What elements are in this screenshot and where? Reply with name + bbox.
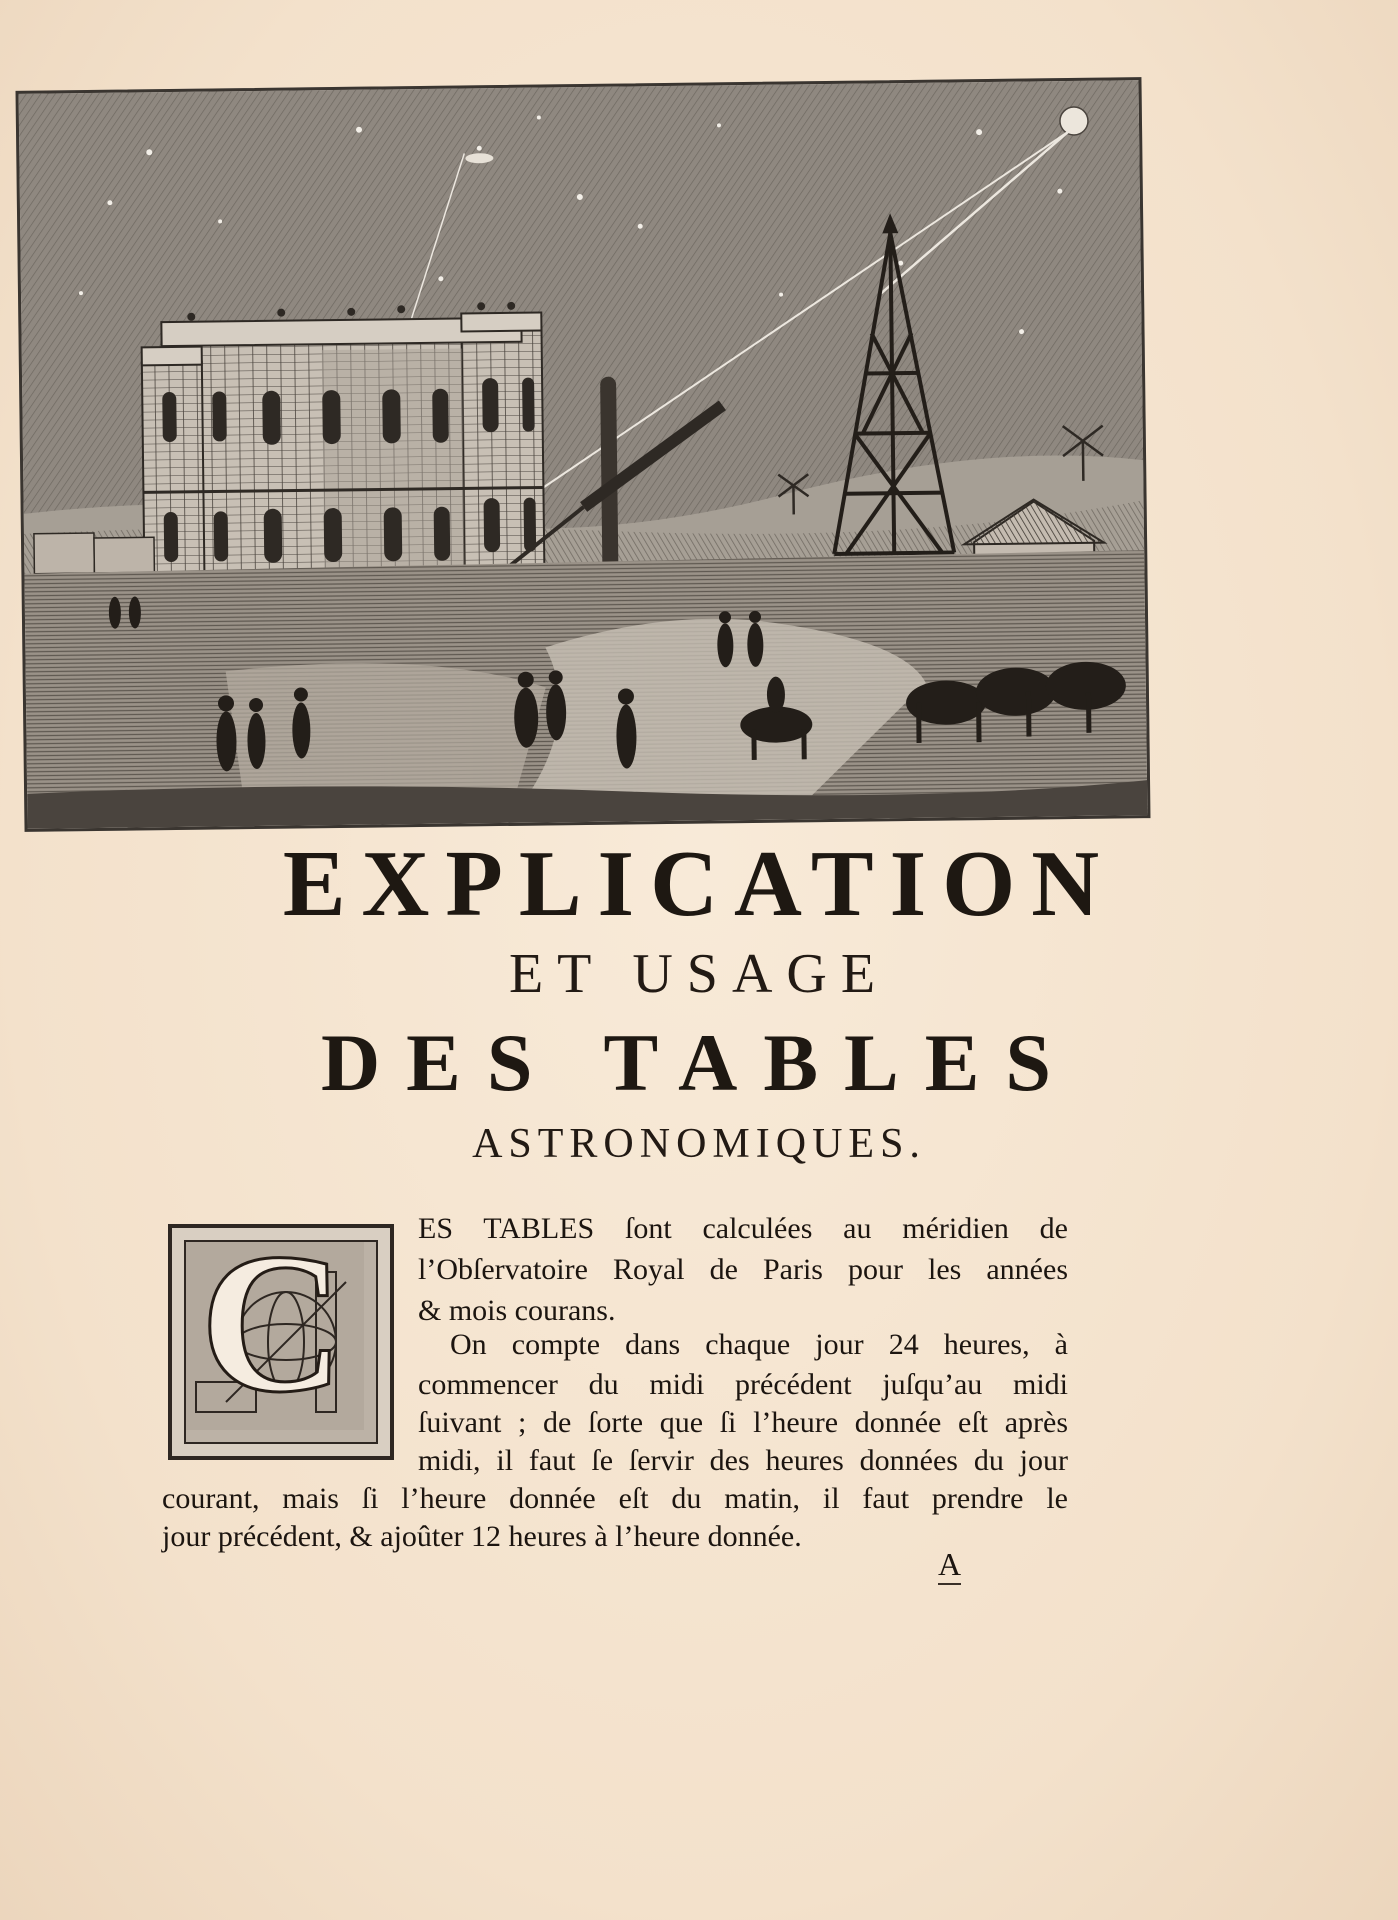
title-subline: ET USAGE <box>508 943 890 1005</box>
body-line-9: jour précédent, & ajoûter 12 heures à l’heure donnée. <box>162 1520 802 1553</box>
body-line-1: ES TABLES ſont calculées au méridien de <box>418 1212 1068 1245</box>
body-line-8: courant, mais ſi l’heure donnée eſt du matin, il faut prendre le <box>162 1482 1068 1515</box>
decorated-initial <box>168 1224 394 1460</box>
body-line-7: midi, il faut ſe ſervir des heures données du jour <box>418 1444 1068 1477</box>
initial-letter: C <box>200 1240 345 1434</box>
title-main: EXPLICATION <box>282 832 1116 936</box>
title-tables: DES TABLES <box>320 1017 1078 1108</box>
initial-frame <box>184 1240 378 1444</box>
observatory-engraving-icon <box>19 80 1148 829</box>
body-line-3: & mois courans. <box>418 1294 616 1327</box>
body-line-6: ſuivant ; de ſorte que ſi l’heure donnée eſt après <box>418 1406 1068 1439</box>
body-line-4: On compte dans chaque jour 24 heures, à <box>450 1328 1068 1361</box>
body-line-2: l’Obſervatoire Royal de Paris pour les années <box>418 1253 1068 1286</box>
engraving-plate <box>16 77 1151 832</box>
title-astronomiques: ASTRONOMIQUES. <box>472 1121 926 1167</box>
signature-mark: A <box>938 1546 961 1585</box>
body-line-5: commencer du midi précédent juſqu’au midi <box>418 1368 1068 1401</box>
